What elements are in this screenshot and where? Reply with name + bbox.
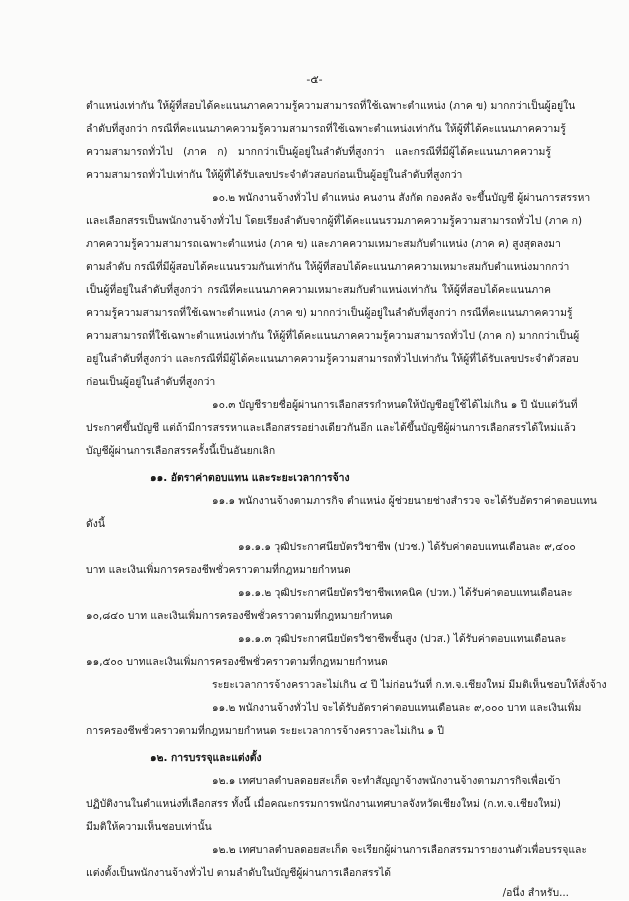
text-line: ความสามารถทั่วไป (ภาค ก) มากกว่าเป็นผู้อยู่ในลำดับที่สูงกว่า และกรณีที่มีผู้ได้คะแนนภาคความรู้ — [86, 146, 551, 158]
text-line: ตามลำดับ กรณีที่มีผู้สอบได้คะแนนรวมกันเท่ากัน ให้ผู้ที่สอบได้คะแนนภาคความเหมาะสมกับตำแหน่งมากกว่า — [86, 261, 570, 273]
text-line: บัญชีผู้ผ่านการเลือกสรรครั้งนี้เป็นอันยกเลิก — [86, 445, 276, 457]
text-line: ระยะเวลาการจ้างคราวละไม่เกิน ๔ ปี ไม่ก่อนวันที่ ก.ท.จ.เชียงใหม่ มีมติเห็นชอบให้สั่งจ้าง — [212, 679, 607, 691]
text-line: ๑๑.๑ พนักงานจ้างตามภารกิจ ตำแหน่ง ผู้ช่วยนายช่างสำรวจ จะได้รับอัตราค่าตอบแทน — [212, 495, 597, 507]
text-line: แต่งตั้งเป็นพนักงานจ้างทั่วไป ตามลำดับในบัญชีผู้ผ่านการเลือกสรรได้ — [86, 867, 392, 879]
text-line: มีมติให้ความเห็นชอบเท่านั้น — [86, 821, 212, 833]
section-heading: ๑๒. การบรรจุและแต่งตั้ง — [150, 752, 262, 764]
text-line: เป็นผู้ที่อยู่ในลำดับที่สูงกว่า กรณีที่คะแนนภาคความเหมาะสมกับตำแหน่งเท่ากัน ให้ผู้ที่สอบได้คะแนนภาค — [86, 284, 551, 296]
text-line: การครองชีพชั่วคราวตามที่กฎหมายกำหนด ระยะเวลาการจ้างคราวละไม่เกิน ๑ ปี — [86, 725, 444, 737]
text-line: ตำแหน่งเท่ากัน ให้ผู้ที่สอบได้คะแนนภาคความรู้ความสามารถที่ใช้เฉพาะตำแหน่ง (ภาค ข) มากกว่าเป็นผู้อยู่ใน — [86, 100, 576, 112]
text-line: ๑๐,๘๔๐ บาท และเงินเพิ่มการครองชีพชั่วคราวตามที่กฎหมายกำหนด — [86, 610, 393, 622]
text-line: ดังนี้ — [86, 518, 105, 530]
text-line: ๑๑.๑.๓ วุฒิประกาศนียบัตรวิชาชีพชั้นสูง (ปวส.) ได้รับค่าตอบแทนเดือนละ — [238, 633, 567, 645]
text-line: ๑๑.๑.๑ วุฒิประกาศนียบัตรวิชาชีพ (ปวช.) ได้รับค่าตอบแทนเดือนละ ๙,๔๐๐ — [238, 541, 576, 553]
text-line: ความสามารถที่ใช้เฉพาะตำแหน่งเท่ากัน ให้ผู้ที่ได้คะแนนภาคความรู้ความสามารถทั่วไป (ภาค ก) มากกว่าเป็นผู้ — [86, 330, 580, 342]
text-line: และเลือกสรรเป็นพนักงานจ้างทั่วไป โดยเรียงลำดับจากผู้ที่ได้คะแนนรวมภาคความรู้ความสามารถทั่วไป (ภาค ก) — [86, 215, 583, 227]
text-line: ปฏิบัติงานในตำแหน่งที่เลือกสรร ทั้งนี้ เมื่อคณะกรรมการพนักงานเทศบาลจังหวัดเชียงใหม่ (ก.ท.จ.เชียงใหม่) — [86, 798, 561, 810]
text-line: ๑๒.๒ เทศบาลตำบลดอยสะเก็ด จะเรียกผู้ผ่านการเลือกสรรมารายงานตัวเพื่อบรรจุและ — [212, 844, 588, 856]
continuation-note: /อนึ่ง สำหรับ... — [502, 887, 569, 899]
section-heading: ๑๑. อัตราค่าตอบแทน และระยะเวลาการจ้าง — [150, 472, 350, 484]
text-line: ภาคความรู้ความสามารถเฉพาะตำแหน่ง (ภาค ข) และภาคความเหมาะสมกับตำแหน่ง (ภาค ค) สูงสุดลงมา — [86, 238, 561, 250]
text-line: ๑๐.๓ บัญชีรายชื่อผู้ผ่านการเลือกสรรกำหนดให้บัญชีอยู่ใช้ได้ไม่เกิน ๑ ปี นับแต่วันที่ — [212, 399, 578, 411]
text-line: อยู่ในลำดับที่สูงกว่า และกรณีที่มีผู้ได้คะแนนภาคความรู้ความสามารถทั่วไปเท่ากัน ให้ผู้ที่ได้รับเลขประจำตัวสอบ — [86, 353, 579, 365]
page-number: -๕- — [306, 73, 323, 86]
text-line: ๑๑.๒ พนักงานจ้างทั่วไป จะได้รับอัตราค่าตอบแทนเดือนละ ๙,๐๐๐ บาท และเงินเพิ่ม — [212, 702, 582, 714]
text-line: ๑๐.๒ พนักงานจ้างทั่วไป ตำแหน่ง คนงาน สังกัด กองคลัง จะขึ้นบัญชี ผู้ผ่านการสรรหา — [212, 192, 591, 204]
text-line: ก่อนเป็นผู้อยู่ในลำดับที่สูงกว่า — [86, 376, 216, 388]
text-line: ความรู้ความสามารถที่ใช้เฉพาะตำแหน่ง (ภาค ข) มากกว่าเป็นผู้อยู่ในลำดับที่สูงกว่า กรณีที่คะแนนภาคความรู้ — [86, 307, 573, 319]
text-line: ลำดับที่สูงกว่า กรณีที่คะแนนภาคความรู้ความสามารถที่ใช้เฉพาะตำแหน่งเท่ากัน ให้ผู้ที่ได้คะแนนภาคความรู้ — [86, 123, 566, 135]
text-line: ประกาศขึ้นบัญชี แต่ถ้ามีการสรรหาและเลือกสรรอย่างเดียวกันอีก และได้ขึ้นบัญชีผู้ผ่านการเลือกสรรได้ใหม่แล้ว — [86, 422, 576, 434]
text-line: ความสามารถทั่วไปเท่ากัน ให้ผู้ที่ได้รับเลขประจำตัวสอบก่อนเป็นผู้อยู่ในลำดับที่สูงกว่า — [86, 169, 463, 181]
text-line: ๑๑,๕๐๐ บาทและเงินเพิ่มการครองชีพชั่วคราวตามที่กฎหมายกำหนด — [86, 656, 388, 668]
text-line: ๑๒.๑ เทศบาลตำบลดอยสะเก็ด จะทำสัญญาจ้างพนักงานจ้างตามภารกิจเพื่อเข้า — [212, 775, 561, 787]
text-line: ๑๑.๑.๒ วุฒิประกาศนียบัตรวิชาชีพเทคนิค (ปวท.) ได้รับค่าตอบแทนเดือนละ — [238, 587, 573, 599]
text-line: บาท และเงินเพิ่มการครองชีพชั่วคราวตามที่กฎหมายกำหนด — [86, 564, 351, 576]
